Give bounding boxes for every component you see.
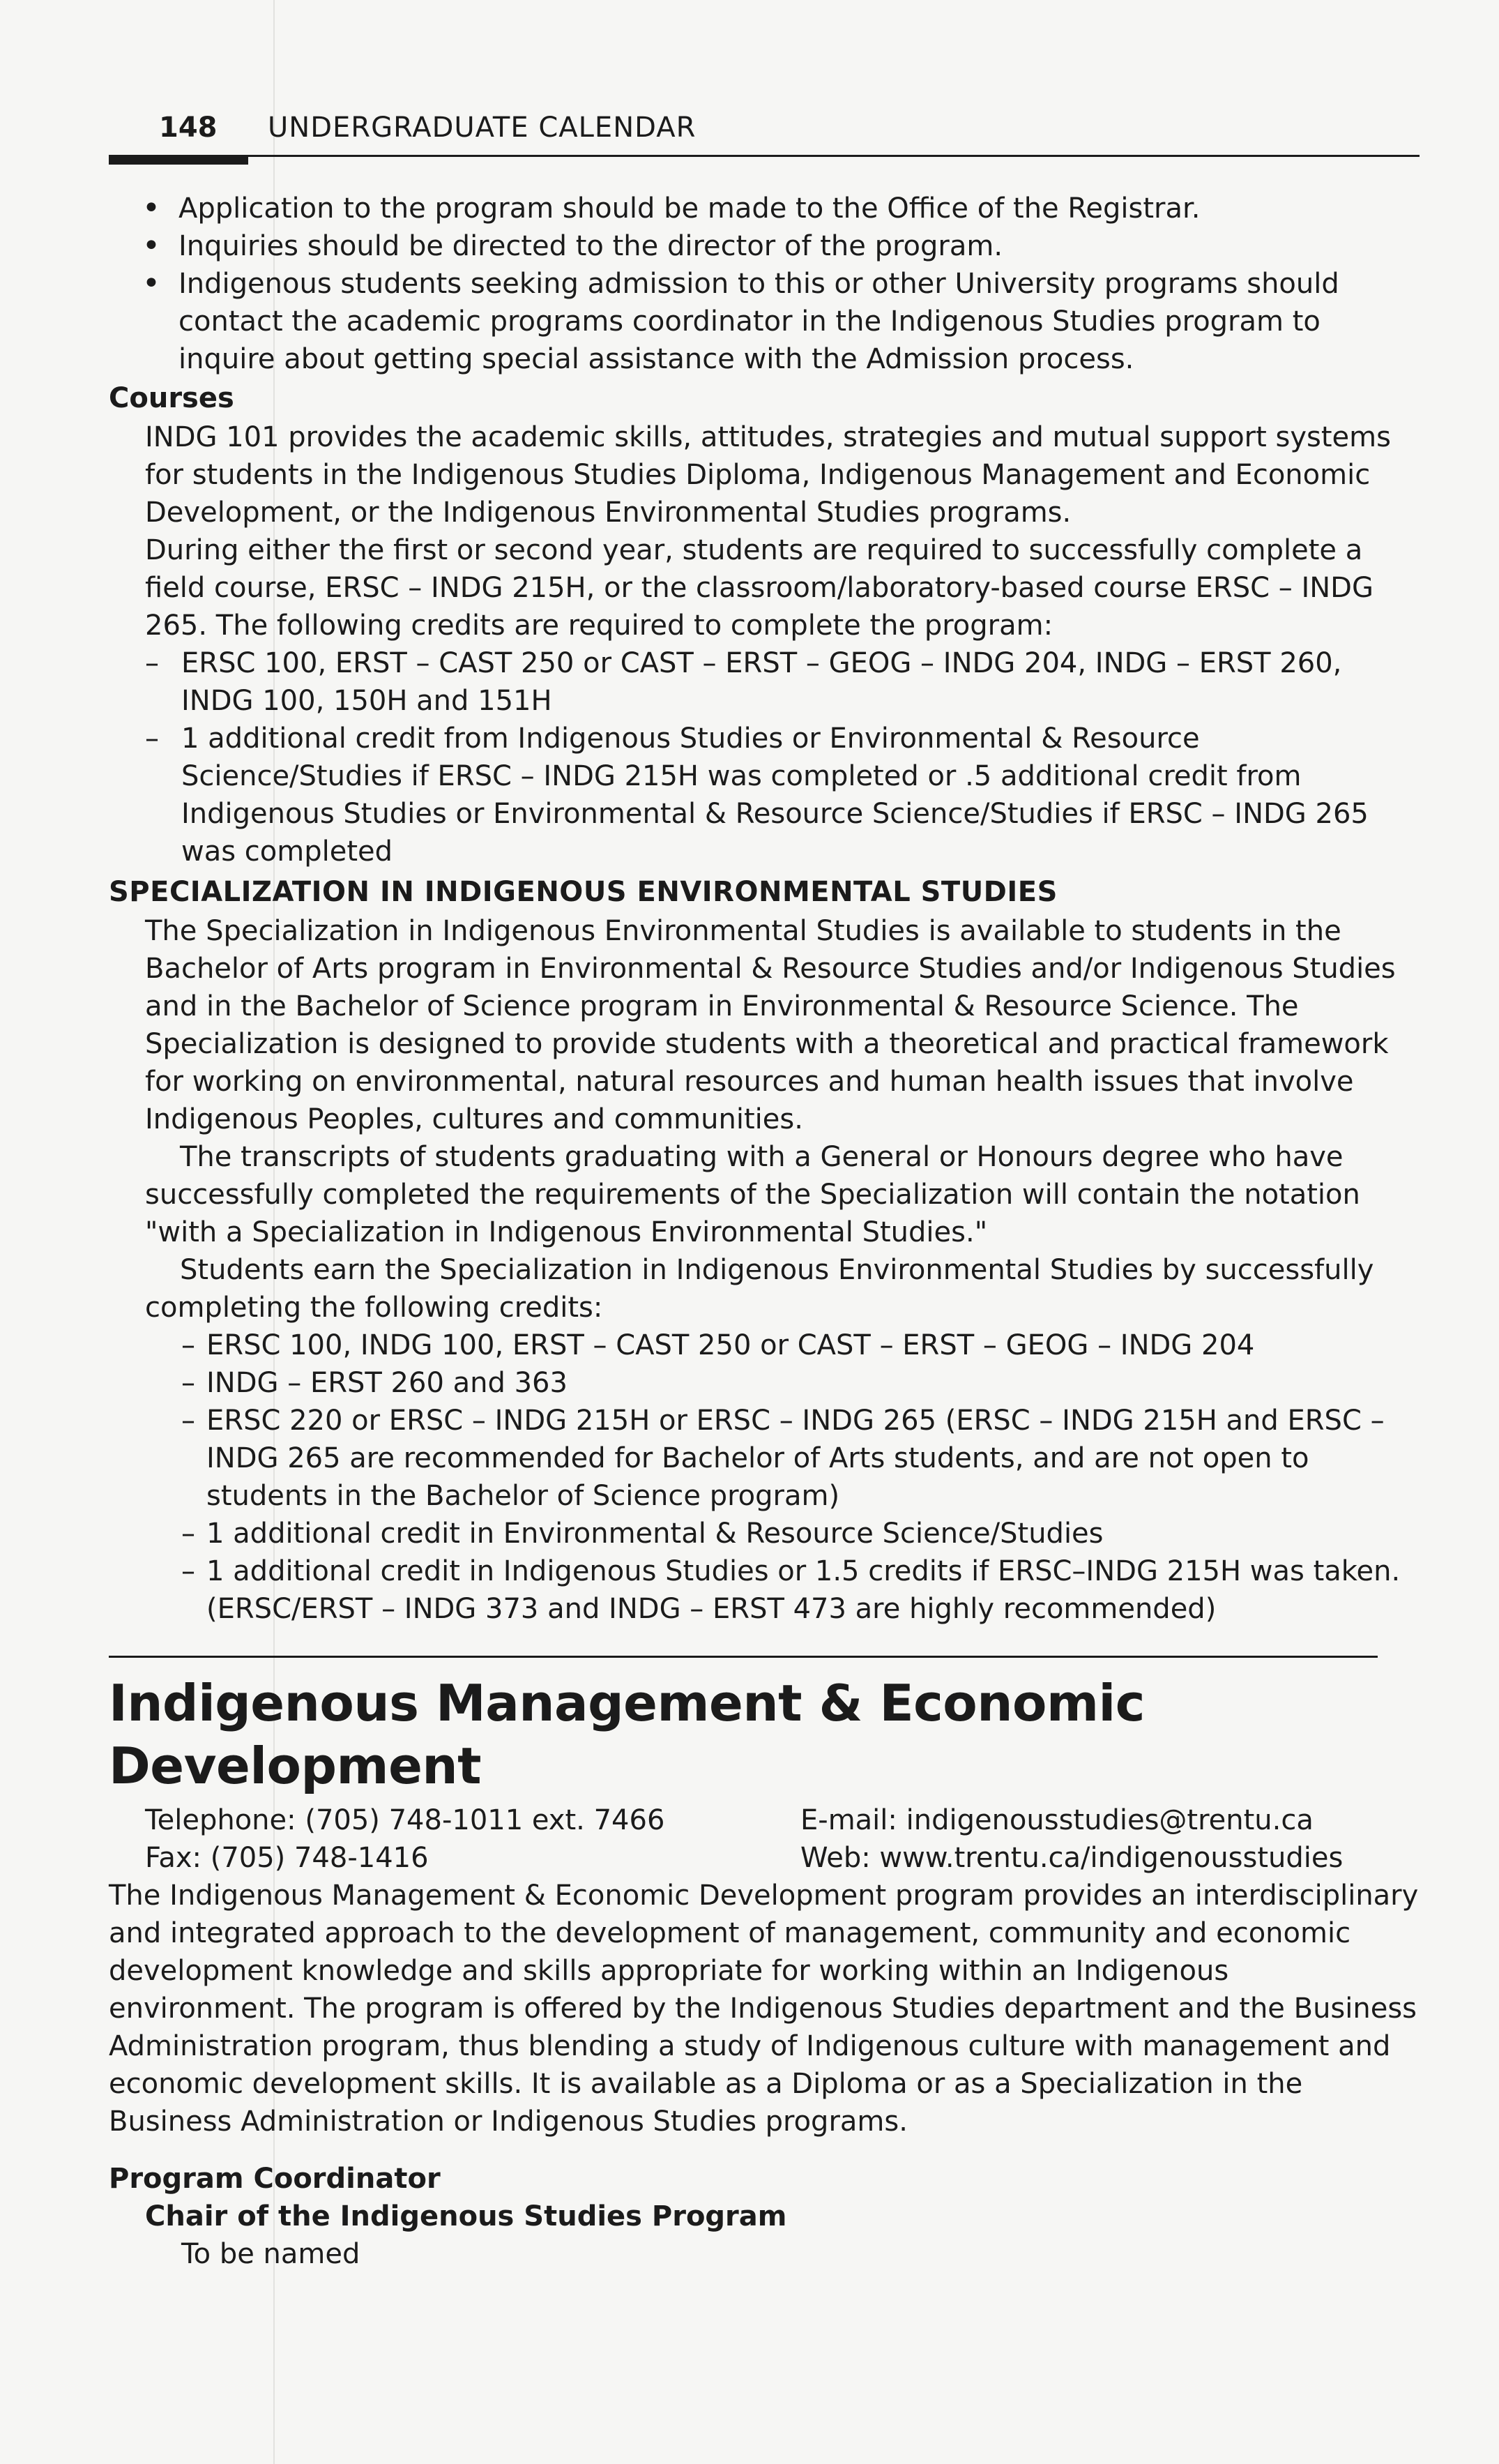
chair-heading: Chair of the Indigenous Studies Program [145, 2200, 787, 2232]
coordinator-name: To be named [181, 2238, 360, 2270]
running-title: UNDERGRADUATE CALENDAR [268, 112, 697, 144]
header-rule [109, 155, 1420, 157]
specialization-credit-list [109, 1327, 1420, 1628]
program-title: Indigenous Management & Economic Development [109, 1674, 1145, 1795]
email: E-mail: indigenousstudies@trentu.ca [800, 1804, 1314, 1836]
specialization-paragraph: Students earn the Specialization in Indigenous Environmental Studies by successfully completing the following credits: [145, 1254, 1374, 1324]
page-body [109, 190, 1420, 2273]
bullet-item: • Inquiries should be directed to the director of the program. [178, 227, 1420, 265]
contact-info [109, 1801, 1420, 1877]
telephone: Telephone: (705) 748-1011 ext. 7466 [145, 1804, 665, 1836]
specialization-paragraph: The Specialization in Indigenous Environmental Studies is available to students in the Bachelor of Arts program in Environmental & Resource Studies and/or Indigenous Studies and in the Bachelor of Science program in Environmental & Resource Science. The Specialization is designed to provide students with a theoretical and practical framework for working on environmental, natural resources and human health issues that involve Indigenous Peoples, cultures and communities. [145, 915, 1396, 1135]
page-header [109, 110, 1420, 162]
credit-item: – 1 additional credit in Environmental & Resource Science/Studies [181, 1515, 1420, 1552]
credit-item: – ERSC 220 or ERSC – INDG 215H or ERSC – INDG 265 (ERSC – INDG 215H and ERSC – INDG 265 are recommended for Bachelor of Arts students, and are not open to students in the Bachelor of Science program) [181, 1402, 1420, 1515]
courses-credit-list [109, 644, 1420, 870]
section-divider [109, 1656, 1378, 1658]
courses-heading: Courses [109, 382, 234, 414]
page-number: 148 [159, 112, 218, 144]
specialization-paragraph: The transcripts of students graduating with a General or Honours degree who have successfully completed the requirements of the Specialization will contain the notation "with a Specialization in Indigenous Environmental Studies." [145, 1141, 1360, 1248]
program-description: The Indigenous Management & Economic Development program provides an interdisciplinary and integrated approach to the development of management, community and economic development knowledge and skills appropriate for working within an Indigenous environment. The program is offered by the Indigenous Studies department and the Business Administration program, thus blending a study of Indigenous culture with management and economic development skills. It is available as a Diploma or as a Specialization in the Business Administration or Indigenous Studies programs. [109, 1880, 1419, 2138]
courses-paragraph: During either the first or second year, students are required to successfully complete a field course, ERSC – INDG 215H, or the classroom/laboratory-based course ERSC – INDG 265. The following credits are required to complete the program: [145, 534, 1374, 642]
fax: Fax: (705) 748-1416 [145, 1842, 429, 1874]
coordinator-heading: Program Coordinator [109, 2163, 441, 2195]
specialization-heading: SPECIALIZATION IN INDIGENOUS ENVIRONMENTAL STUDIES [109, 876, 1058, 908]
credit-item: – ERSC 100, INDG 100, ERST – CAST 250 or CAST – ERST – GEOG – INDG 204 [181, 1327, 1420, 1364]
credit-item: – ERSC 100, ERST – CAST 250 or CAST – ERST – GEOG – INDG 204, INDG – ERST 260, INDG 100, 150H and 151H [181, 644, 1420, 720]
website: Web: www.trentu.ca/indigenousstudies [800, 1842, 1344, 1874]
credit-item: – 1 additional credit in Indigenous Studies or 1.5 credits if ERSC–INDG 215H was taken. (ERSC/ERST – INDG 373 and INDG – ERST 473 are highly recommended) [181, 1552, 1420, 1628]
bullet-item: • Application to the program should be made to the Office of the Registrar. [178, 190, 1420, 227]
bullet-item: • Indigenous students seeking admission to this or other University programs should contact the academic programs coordinator in the Indigenous Studies program to inquire about getting special assistance with the Admission process. [178, 265, 1420, 378]
credit-item: – 1 additional credit from Indigenous Studies or Environmental & Resource Science/Studies if ERSC – INDG 215H was completed or .5 additional credit from Indigenous Studies or Environmental & Resource Science/Studies if ERSC – INDG 265 was completed [181, 720, 1420, 870]
header-rule-accent [109, 155, 248, 165]
specialization-section [109, 912, 1420, 1327]
courses-section [109, 418, 1420, 644]
courses-paragraph: INDG 101 provides the academic skills, attitudes, strategies and mutual support systems for students in the Indigenous Studies Diploma, Indigenous Management and Economic Development, or the Indigenous Environmental Studies programs. [145, 421, 1391, 529]
admission-bullets [109, 190, 1420, 378]
credit-item: – INDG – ERST 260 and 363 [181, 1364, 1420, 1402]
